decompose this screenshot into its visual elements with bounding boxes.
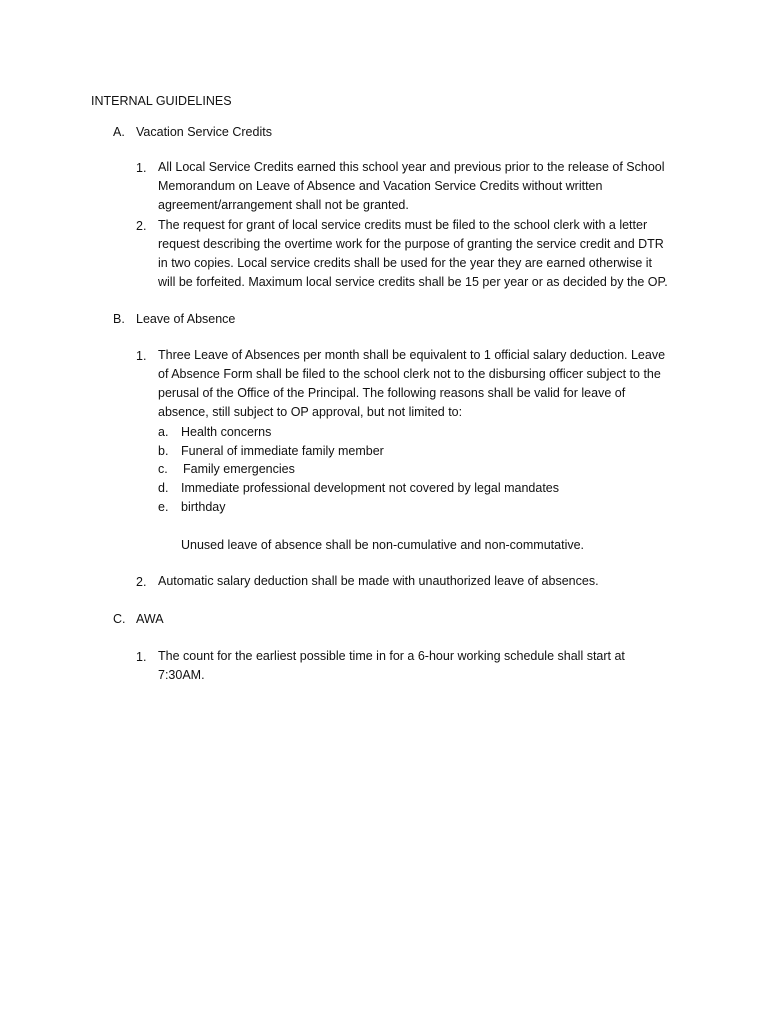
- list-number: 1.: [136, 349, 147, 363]
- list-number: 1.: [136, 161, 147, 175]
- paragraph-line: Memorandum on Leave of Absence and Vacation Service Credits without written: [158, 179, 603, 193]
- paragraph-line: absence, still subject to OP approval, but not limited to:: [158, 405, 463, 419]
- paragraph-line: The request for grant of local service credits must be filed to the school clerk with a letter: [158, 218, 648, 232]
- paragraph-line: request describing the overtime work for the purpose of granting the service credit and DTR: [158, 237, 664, 251]
- paragraph-line: 7:30AM.: [158, 668, 205, 682]
- section-letter: C.: [113, 612, 126, 626]
- paragraph-line: The count for the earliest possible time in for a 6-hour working schedule shall start at: [158, 649, 625, 663]
- list-number: 2.: [136, 575, 147, 589]
- paragraph-line: perusal of the Office of the Principal. The following reasons shall be valid for leave of: [158, 386, 626, 400]
- paragraph-line: in two copies. Local service credits shall be used for the year they are earned otherwise it: [158, 256, 653, 270]
- section-letter: B.: [113, 312, 125, 326]
- paragraph-line: will be forfeited. Maximum local service credits shall be 15 per year or as decided by the OP.: [158, 275, 668, 289]
- section-title: Vacation Service Credits: [136, 125, 272, 139]
- paragraph-b1: [158, 346, 688, 422]
- section-title: AWA: [136, 612, 164, 626]
- list-number: 1.: [136, 650, 147, 664]
- section-title: Leave of Absence: [136, 312, 236, 326]
- paragraph-a2: [158, 216, 688, 292]
- paragraph-line: of Absence Form shall be filed to the school clerk not to the disbursing officer subject to the: [158, 367, 661, 381]
- reason-item: Health concerns: [181, 425, 272, 439]
- paragraph-line: agreement/arrangement shall not be granted.: [158, 198, 409, 212]
- reason-letter: d.: [158, 481, 169, 495]
- paragraph-line: Three Leave of Absences per month shall be equivalent to 1 official salary deduction. Leave: [158, 348, 666, 362]
- reason-item: birthday: [181, 500, 226, 514]
- reason-letter: a.: [158, 425, 169, 439]
- reason-letter: b.: [158, 444, 169, 458]
- paragraph-c1: [158, 647, 688, 685]
- paragraph-line: Automatic salary deduction shall be made with unauthorized leave of absences.: [158, 574, 599, 588]
- leave-note: Unused leave of absence shall be non-cumulative and non-commutative.: [181, 538, 585, 552]
- reason-item: Immediate professional development not covered by legal mandates: [181, 481, 559, 495]
- paragraph-a1: [158, 158, 688, 215]
- document-title: INTERNAL GUIDELINES: [91, 94, 232, 108]
- reason-letter: c.: [158, 462, 168, 476]
- reason-letter: e.: [158, 500, 169, 514]
- paragraph-line: All Local Service Credits earned this school year and previous prior to the release of School: [158, 160, 665, 174]
- section-letter: A.: [113, 125, 125, 139]
- list-number: 2.: [136, 219, 147, 233]
- reason-item: Family emergencies: [183, 462, 295, 476]
- paragraph-b2: [158, 572, 688, 591]
- reason-item: Funeral of immediate family member: [181, 444, 384, 458]
